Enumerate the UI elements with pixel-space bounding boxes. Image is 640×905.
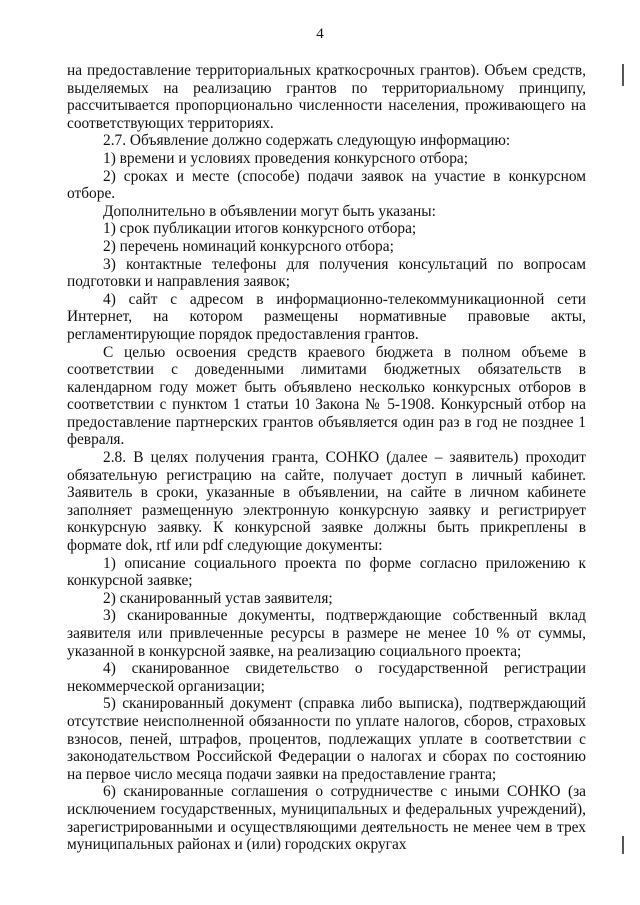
paragraph-2-7: 2.7. Объявление должно содержать следующую информацию: [103, 132, 511, 150]
scan-margin-mark [622, 836, 624, 854]
paragraph-2-8-item-6: 6) сканированные соглашения о сотрудничестве с иными СОНКО (за исключением государственных, муниципальных и федеральных учреждений), зарегистрированными и осуществляющими деятельность не менее чем в трех муниципальных районах и (или) городских округах [67, 783, 586, 854]
paragraph-2-7-item-1: 1) времени и условиях проведения конкурсного отбора; [103, 149, 469, 167]
paragraph-additional-item-2: 2) перечень номинаций конкурсного отбора; [103, 237, 394, 255]
page-number: 4 [316, 26, 324, 42]
paragraph-2-8-item-5: 5) сканированный документ (справка либо выписка), подтверждающий отсутствие неисполненной обязанности по уплате налогов, сборов, страховых взносов, пеней, штрафов, процентов, подлежащих уплате в соответствии с законодательством Российской Федерации о налогах и сборах по состоянию на первое число месяца подачи заявки на предоставление гранта; [67, 695, 586, 783]
paragraph-additional: Дополнительно в объявлении могут быть указаны: [103, 202, 436, 220]
paragraph-2-8-item-2: 2) сканированный устав заявителя; [103, 589, 333, 607]
paragraph-additional-item-4: 4) сайт с адресом в информационно-телекоммуникационной сети Интернет, на котором размещены нормативные правовые акты, регламентирующие порядок предоставления грантов. [67, 290, 586, 343]
paragraph-2-8-item-1: 1) описание социального проекта по форме согласно приложению к конкурсной заявке; [67, 554, 586, 590]
document-body [67, 62, 586, 854]
paragraph-2-8: 2.8. В целях получения гранта, СОНКО (далее – заявитель) проходит обязательную регистрацию на сайте, получает доступ в личный кабинет. Заявитель в сроки, указанные в объявлении, на сайте в личном кабинете заполняет размещенную электронную конкурсную заявку и регистрирует конкурсную заявку. К конкурсной заявке должны быть прикреплены в формате dok, rtf или pdf следующие документы: [67, 449, 586, 555]
paragraph-budget: С целью освоения средств краевого бюджета в полном объеме в соответствии с доведенными лимитами бюджетных обязательств в календарном году может быть объявлено несколько конкурсных отборов в соответствии с пунктом 1 статьи 10 Закона № 5-1908. Конкурсный отбор на предоставление партнерских грантов объявляется один раз в год не позднее 1 февраля. [67, 343, 586, 449]
paragraph-2-7-item-2: 2) сроках и месте (способе) подачи заявок на участие в конкурсном отборе. [67, 167, 586, 203]
paragraph-2-8-item-4: 4) сканированное свидетельство о государственной регистрации некоммерческой организации; [67, 660, 586, 695]
paragraph-additional-item-3: 3) контактные телефоны для получения консультаций по вопросам подготовки и направления заявок; [67, 255, 586, 291]
paragraph-2-8-item-3: 3) сканированные документы, подтверждающие собственный вклад заявителя или привлеченные ресурсы в размере не менее 10 % от суммы, указанной в конкурсной заявке, на реализацию социального проекта; [67, 607, 586, 660]
scan-margin-mark [622, 64, 624, 86]
paragraph-continuation: на предоставление территориальных краткосрочных грантов). Объем средств, выделяемых на реализацию грантов по территориальному принципу, рассчитывается пропорционально численности населения, проживающего на соответствующих территориях. [67, 62, 586, 132]
paragraph-additional-item-1: 1) срок публикации итогов конкурсного отбора; [103, 220, 417, 238]
